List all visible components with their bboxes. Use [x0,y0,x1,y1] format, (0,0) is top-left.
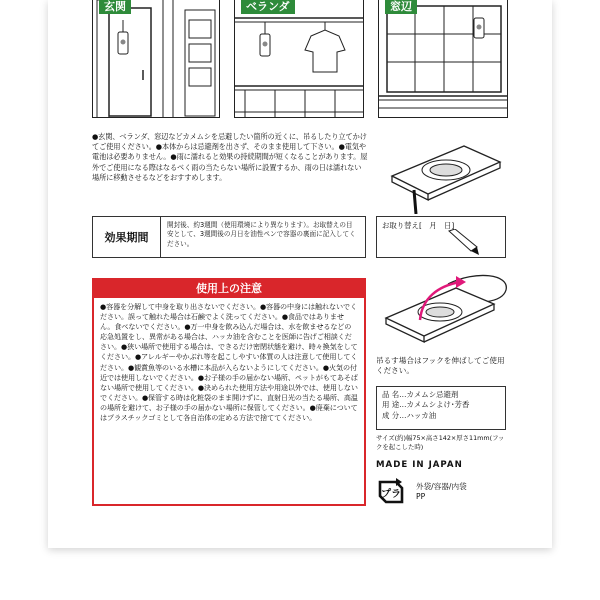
product-standing-drawing [376,132,508,214]
effect-period-label: 効果期間 [93,217,161,257]
window-illustration [378,0,508,118]
refill-date-box [376,216,506,258]
effect-period-box [92,216,366,258]
entrance-tag: 玄関 [99,0,131,14]
effect-period-text: 開封後、約3週間（使用環境により異なります）。お取替えの目安として、3週間後の月日を油性ペンで容器の裏面に記入してください。 [167,221,356,248]
veranda-tag: ベランダ [241,0,295,14]
pen-icon [447,229,487,255]
package-back-card [48,0,552,548]
veranda-illustration [234,0,364,118]
made-in-japan: MADE IN JAPAN [376,460,463,470]
product-hook-drawing [376,270,508,354]
hang-note: 吊るす場合はフックを伸ばしてご使用ください。 [376,356,505,376]
recycle-info [416,482,467,501]
door-drawing [93,0,220,118]
plastic-recycle-icon [376,476,410,508]
recycle-line1: 外袋/容器/内袋 [416,482,467,491]
window-tag: 窓辺 [385,0,417,14]
spec-use: 用 途…カメムシよけ･芳香 [382,400,470,410]
window-drawing [379,0,508,118]
spec-name: 品 名…カメムシ忌避剤 [382,390,459,399]
spec-component: 成 分…ハッカ油 [382,410,437,420]
usage-instructions: ●玄関、ベランダ、窓辺などカメムシを忌避したい箇所の近くに、吊るしたり立てかけてご使用ください。●本体からは忌避剤を出さず、そのまま使用して下さい。●電気や電池は必要ありません。●雨に濡れると効果の持続期間が短くなることがあります。屋外でご使用になる際はなるべく雨の当たらない場所に設置するか、雨の日は濡れない場所に移動させるなどをおすすめします。 [92,132,368,182]
caution-title: 使用上の注意 [94,280,364,298]
caution-box [92,278,366,506]
recycle-line2: PP [416,491,426,501]
caution-text: ●容器を分解して中身を取り出さないでください。●容器の中身には触れないでください。誤って触れた場合は石鹸でよく洗ってください。●食品ではありません。食べないでください。●万一中身を飲み込んだ場合は、水を飲ませるなどの応急処置をし、異常がある場合は、ハッカ油を含むことを医師に告げご相談ください。●狭い場所で使用する場合は、できるだけ密閉状態を避け、時々換気をしてください。●アレルギーやかぶれ等を起こしやすい体質の人は注意して使用してください。●観賞魚等のいる水槽に本品が入らないようにしてください。●火気の付近では使用しないでください。●お子様の手の届かない場所、ペットがもてあそばない場所で使用してください。●決められた使用方法や用途以外では、使用しないでください。●保管する時は化粧袋のまま開けずに、直射日光の当たる場所、高温の場所を避けて、お子様の手の届かない場所に保管してください。●廃棄についてはプラスチックゴミとして各自治体の定める方法で捨ててください。 [100,302,358,423]
refill-date-text: お取り替え[ 月 日] [382,221,455,230]
entrance-illustration [92,0,220,118]
veranda-drawing [235,0,364,118]
product-spec-box [376,386,506,430]
size-note: サイズ(約)幅75×高さ142×厚さ11mm(フックを起こした時) [376,434,505,451]
recycle-mark-text: プラ [381,489,401,500]
